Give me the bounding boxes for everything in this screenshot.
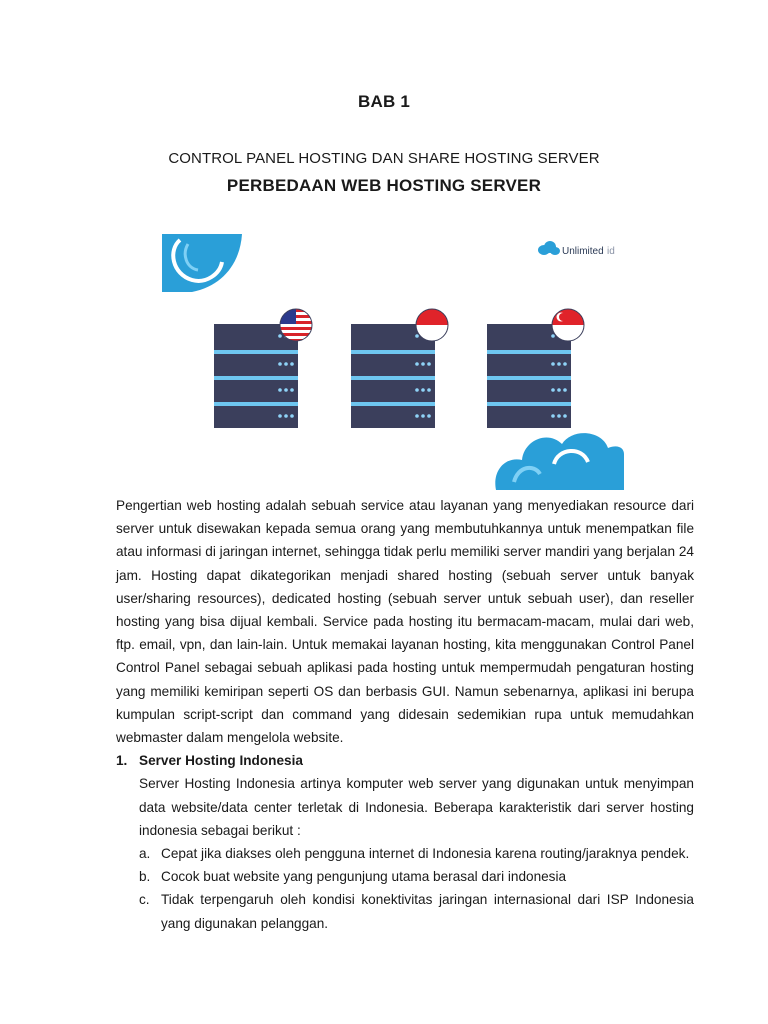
list-item [139,842,694,865]
singapore-flag-icon [552,309,584,341]
usa-flag-icon [280,309,312,342]
list-text: Tidak terpengaruh oleh kondisi konektivitas jaringan internasional dari ISP Indonesia yang digunakan pelanggan. [161,892,694,931]
section-1-heading [116,749,694,772]
list-marker: b. [139,869,151,885]
cloud-swirl-top-left [162,234,242,292]
chapter-title: PERBEDAAN WEB HOSTING SERVER [226,176,542,195]
chapter-heading: BAB 1 [357,92,410,111]
unlimited-id-logo [538,241,615,257]
brand-suffix: id [607,246,615,257]
server-rack-singapore [487,324,571,428]
list-item [139,888,694,934]
hosting-servers-illustration [162,234,624,490]
list-text: Cepat jika diakses oleh pengguna internet di Indonesia karena routing/jaraknya pendek. [161,846,690,862]
server-rack-indonesia [351,324,435,428]
characteristics-list [139,842,694,935]
section-title: Server Hosting Indonesia [139,753,303,769]
list-item [139,865,694,888]
document-body [116,494,694,935]
section-1-paragraph: Server Hosting Indonesia artinya komputer web server yang digunakan untuk menyimpan data website/data center terletak di Indonesia. Beberapa karakteristik dari server hosting indonesia sebagai berikut : [139,776,694,838]
intro-paragraph: Pengertian web hosting adalah sebuah service atau layanan yang menyediakan resource dari server untuk disewakan kepada semua orang yang membutuhkannya untuk menempatkan file atau informasi di jaringan internet, sehingga tidak perlu memiliki server mandiri yang berjalan 24 jam. Hosting dapat dikategorikan menjadi shared hosting (sebuah server untuk banyak user/sharing resources), dedicated hosting (sebuah server untuk sebuah user), dan reseller hosting yang bisa dijual kembali. Service pada hosting itu bermacam-macam, mulai dari web, ftp. email, vpn, dan lain-lain. Untuk memakai layanan hosting, kita menggunakan Control Panel Control Panel sebagai sebuah aplikasi pada hosting untuk mempermudah pengaturan hosting yang memiliki kemiripan seperti OS dan berbasis GUI. Namun sebenarnya, aplikasi ini berupa kumpulan script-script dan command yang didesain sedemikian rupa untuk memudahkan webmaster dalam mengelola website. [116,498,694,746]
section-number: 1. [116,753,128,769]
chapter-subtitle: CONTROL PANEL HOSTING DAN SHARE HOSTING SERVER [168,150,600,167]
list-marker: a. [139,846,151,862]
cloud-bottom-right [495,433,624,490]
list-text: Cocok buat website yang pengunjung utama berasal dari indonesia [161,869,567,885]
indonesia-flag-icon [416,309,448,341]
server-rack-usa [214,324,298,428]
list-marker: c. [139,892,150,908]
brand-text: Unlimited [562,246,604,257]
